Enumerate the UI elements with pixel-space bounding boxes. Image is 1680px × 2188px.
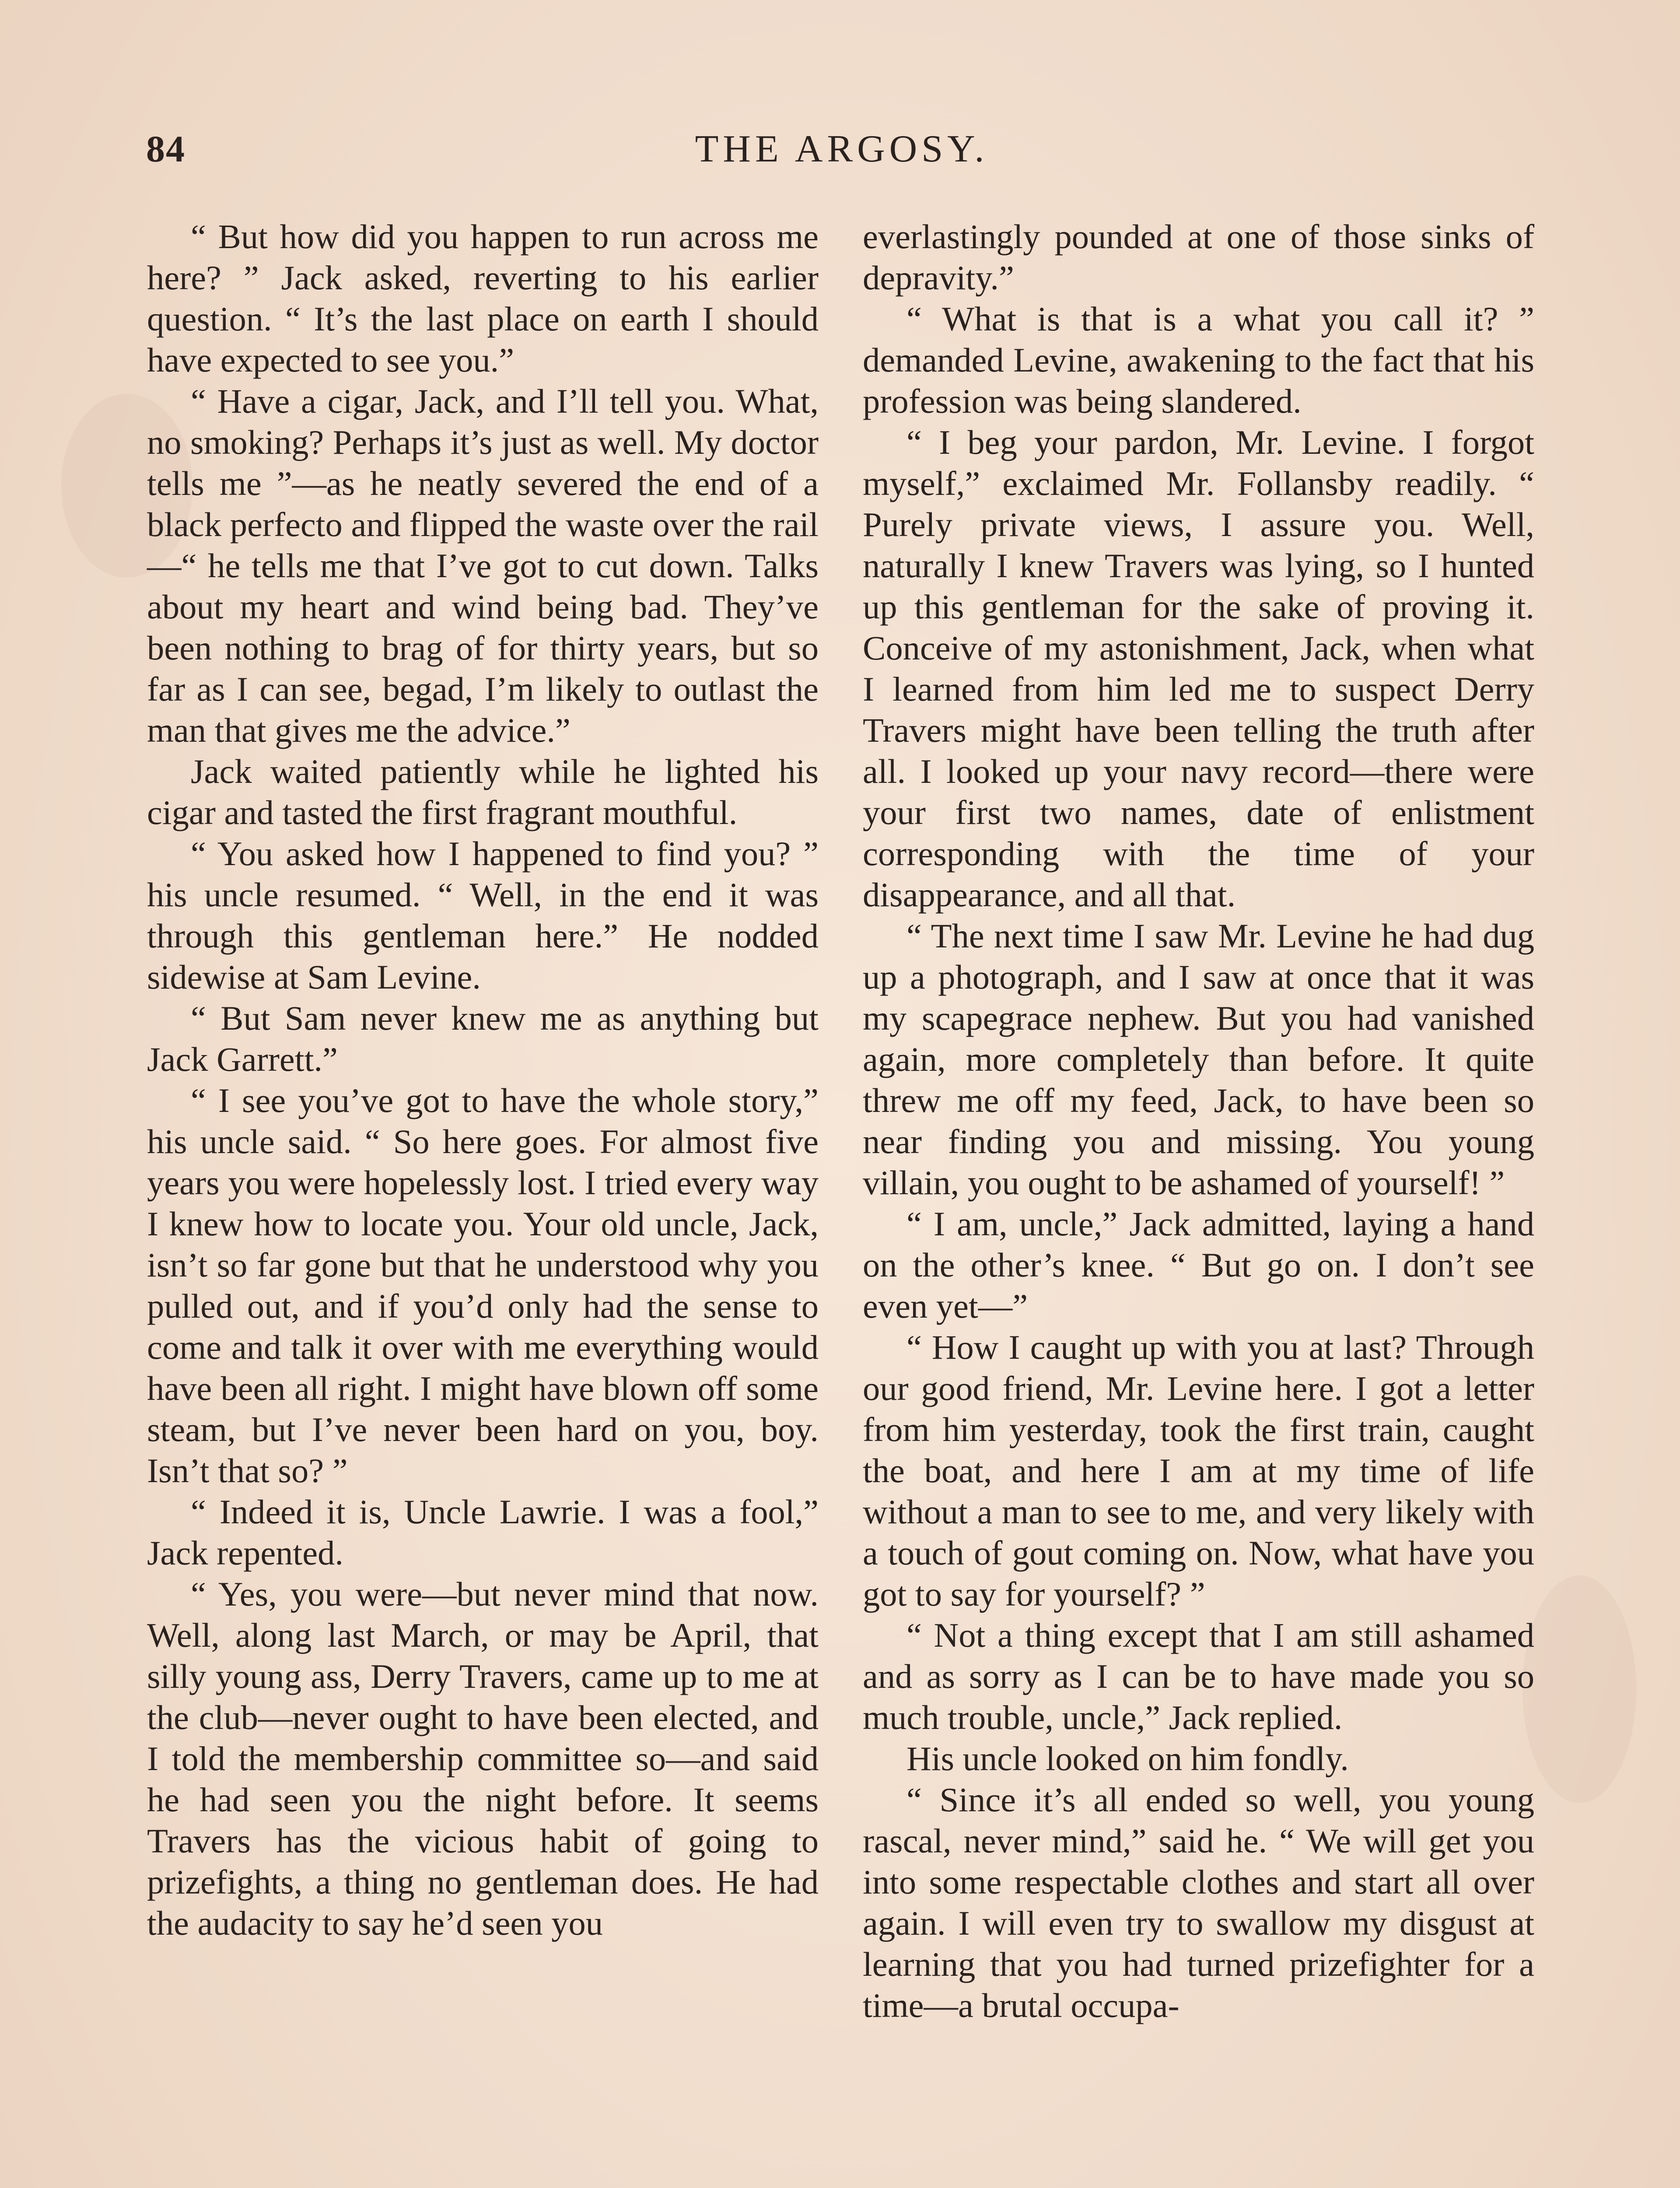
paragraph: “ I beg your pardon, Mr. Levine. I forgot myself,” exclaimed Mr. Follansby readily. “ Purely private views, I assure you. Well, naturally I knew Travers was lying, so I hunted up this gentleman for the sake of proving it. Conceive of my astonishment, Jack, when what I learned from him led me to suspect Derry Travers might have been telling the truth after all. I looked up your navy record—there were your first two names, date of enlistment corresponding with the time of your disappearance, and all that.	[863, 423, 1534, 914]
paragraph: “ I am, uncle,” Jack admitted, laying a hand on the other’s knee. “ But go on. I don’t see even yet—”	[863, 1205, 1534, 1325]
paragraph: “ Have a cigar, Jack, and I’ll tell you. What, no smoking? Perhaps it’s just as well. My doctor tells me ”—as he neatly severed the end of a black perfecto and flipped the waste over the rail—“ he tells me that I’ve got to cut down. Talks about my heart and wind being bad. They’ve been nothing to brag of for thirty years, but so far as I can see, begad, I’m likely to outlast the man that gives me the advice.”	[147, 382, 819, 749]
paper-stain	[1522, 1575, 1636, 1803]
paragraph: “ Yes, you were—but never mind that now. Well, along last March, or may be April, that silly young ass, Derry Travers, came up to me at the club—never ought to have been elected, and I told the membership committee so—and said he had seen you the night before. It seems Travers has the vicious habit of going to prizefights, a thing no gentleman does. He had the audacity to say he’d seen you	[147, 1575, 819, 1942]
running-title: THE ARGOSY.	[695, 128, 989, 170]
paragraph: “ Not a thing except that I am still ashamed and as sorry as I can be to have made you so much trouble, uncle,” Jack replied.	[863, 1616, 1534, 1736]
page-number: 84	[146, 128, 186, 170]
paragraph: “ But Sam never knew me as anything but Jack Garrett.”	[147, 999, 819, 1078]
paragraph: “ What is that is a what you call it? ” demanded Levine, awakening to the fact that his profession was being slandered.	[863, 300, 1534, 420]
right-text-column	[863, 216, 1534, 2026]
paragraph-continuation: everlastingly pounded at one of those sinks of depravity.”	[863, 217, 1534, 297]
paragraph: “ But how did you happen to run across me here? ” Jack asked, reverting to his earlier question. “ It’s the last place on earth I should have expected to see you.”	[147, 217, 819, 379]
paragraph: “ Indeed it is, Uncle Lawrie. I was a fool,” Jack repented.	[147, 1493, 819, 1572]
paragraph: “ How I caught up with you at last? Through our good friend, Mr. Levine here. I got a letter from him yesterday, took the first train, caught the boat, and here I am at my time of life without a man to see to me, and very likely with a touch of gout coming on. Now, what have you got to say for yourself? ”	[863, 1328, 1534, 1613]
paragraph: Jack waited patiently while he lighted his cigar and tasted the first fragrant mouthful.	[147, 752, 819, 831]
page-header	[146, 127, 1537, 188]
paragraph: “ The next time I saw Mr. Levine he had dug up a photograph, and I saw at once that it was my scapegrace nephew. But you had vanished again, more completely than before. It quite threw me off my feed, Jack, to have been so near finding you and missing. You young villain, you ought to be ashamed of yourself! ”	[863, 917, 1534, 1202]
paragraph: “ You asked how I happened to find you? ” his uncle resumed. “ Well, in the end it was through this gentleman here.” He nodded sidewise at Sam Levine.	[147, 835, 819, 996]
paragraph: His uncle looked on him fondly.	[906, 1739, 1349, 1778]
left-text-column	[147, 216, 819, 1944]
paragraph: “ I see you’ve got to have the whole story,” his uncle said. “ So here goes. For almost five years you were hopelessly lost. I tried every way I knew how to locate you. Your old uncle, Jack, isn’t so far gone but that he understood why you pulled out, and if you’d only had the sense to come and talk it over with me everything would have been all right. I might have blown off some steam, but I’ve never been hard on you, boy. Isn’t that so? ”	[147, 1081, 819, 1490]
paragraph: “ Since it’s all ended so well, you young rascal, never mind,” said he. “ We will get you into some respectable clothes and start all over again. I will even try to swallow my disgust at learning that you had turned prizefighter for a time—a brutal occupa-	[863, 1781, 1534, 2024]
